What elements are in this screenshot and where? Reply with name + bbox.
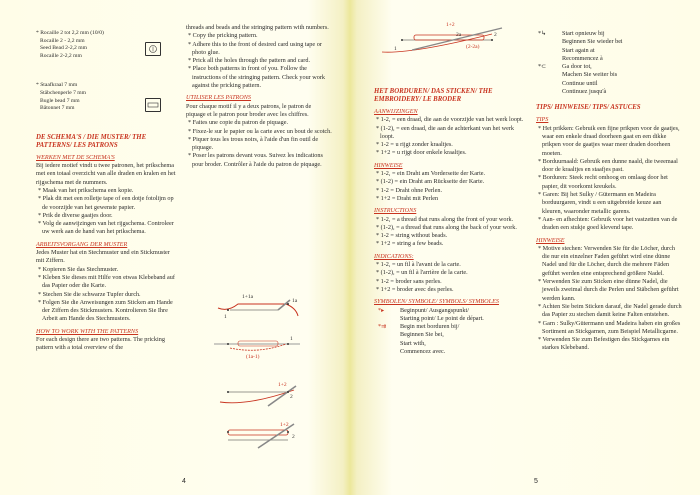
nl-tip: * Borduurnaald: Gebruik een dunne naald, die tweemaal door de kraaltjes en staafjes past.	[538, 157, 678, 174]
de-hint: * 1-2, = ein Draht am Vorderseite der Karte.	[376, 170, 486, 178]
en-step: * Copy the pricking pattern.	[188, 32, 258, 40]
symbol-begin	[374, 323, 524, 356]
fr-step: * Piquer tous les trous noirs, à l'aide d'un fin outil de piquage.	[188, 135, 319, 152]
diagram-label: 1+2	[446, 22, 455, 28]
de-tips-subheading: HINWEISE	[536, 236, 565, 244]
symbol-start	[374, 307, 524, 324]
symbol-text: Beginpunt/ Ausgangspunkt/	[400, 306, 469, 314]
page-number-left: 4	[182, 478, 186, 485]
fr-hint: * (1-2), = un fil à l'arrière de la carte.	[376, 269, 468, 277]
diagram-label: 1	[394, 46, 397, 52]
left-page-column-2	[186, 24, 332, 169]
patterns-heading: DE SCHEMA'S / DIE MUSTER/ THE PATTERNS/ LES PATRONS	[36, 133, 147, 149]
symbol-text: Begin met borduren bij/	[400, 323, 460, 331]
en-hint: * 1-2 = string without beads.	[376, 232, 448, 240]
bead-item: Stäbchenperle 7 mm	[40, 89, 86, 96]
diagram-label: 2	[292, 434, 295, 440]
fr-intro: Pour chaque motif il y a deux patrons, le patron de piquage et le patron pour broder avec les chiffres.	[186, 102, 312, 118]
de-subheading: HINWEISE	[374, 161, 403, 169]
left-page-column-1	[36, 30, 178, 353]
de-step: * Kopieren Sie das Stechmuster.	[38, 265, 119, 273]
nl-hint: * 1+2 = u rijgt door enkele kraaltjes.	[376, 149, 467, 157]
nl-hint: * 1-2 = u rijgt zonder kraaltjes.	[376, 141, 453, 149]
de-intro: Jedes Muster hat ein Stechmuster und ein Stickmuster mit Ziffern.	[36, 249, 170, 265]
symbol-text: Ga door tot,	[562, 63, 592, 71]
tips-heading: TIPS/ HINWEISE/ TIPS/ ASTUCES	[536, 104, 641, 112]
diagram-label: 1	[290, 336, 293, 342]
fr-subheading: INDICATIONS:	[374, 252, 414, 260]
de-tip: * Achten Sie beim Sticken darauf, die Nadel gerade durch das Papier zu stechen damit keine Falten entstehen.	[538, 302, 682, 319]
fr-hint: * 1-2, = un fil à l'avant de la carte.	[376, 261, 461, 269]
symbol-restart	[536, 30, 682, 63]
bead-item: * Rocaille 2 tot 2,2 mm (10/0)	[36, 30, 104, 36]
symbol-text: Recommencez à	[562, 54, 603, 62]
de-hint: * 1+2 = Draht mit Perlen	[376, 194, 439, 202]
en-hint: * (1-2), = a thread that runs along the back of your work.	[376, 223, 517, 231]
symbol-text: Start opnieuw bij	[562, 30, 605, 37]
stitch-diagram-4	[208, 420, 308, 450]
de-subheading: ARBEITSVORGANG DER MUSTER	[36, 240, 128, 248]
de-step: * Stechen Sie die schwarze Tupfer durch.	[38, 290, 141, 298]
diagram-label: (1a-1)	[246, 354, 260, 360]
de-step: * Folgen Sie die Anweisungen zum Sticken am Hande der Ziffern des Stickmusters. Kontrolieren Sie Ihre Arbeit am Hande des Stechmusters.	[38, 298, 173, 323]
fr-hint: * 1-2 = broder sans perles.	[376, 277, 442, 285]
stitch-diagram-3	[208, 380, 308, 410]
page-number-right: 5	[534, 478, 538, 485]
fr-step: * Faites une copie du patron de piquage.	[188, 119, 289, 127]
round-bead-icon	[146, 43, 160, 55]
bead-item: Rocaille 2 - 2,2 mm	[40, 37, 85, 44]
bead-item: Bugle bead 7 mm	[40, 97, 80, 104]
diagram-label: 1+1a	[242, 294, 254, 300]
symbol-text: Machen Sie weiter bis	[562, 71, 618, 79]
en-subheading: HOW TO WORK WITH THE PATTERNS	[36, 327, 139, 335]
nl-hint: * (1-2), = een draad, die aan de achterkant van het werk loopt.	[376, 124, 515, 140]
symbol-text: Commencez avec.	[400, 348, 446, 356]
bugle-bead-illustration	[145, 98, 161, 112]
en-step: * Place both patterns in front of you. Follow the instructions of the stringing pattern. Check your work against the pricking pattern.	[188, 65, 326, 90]
right-page-column-2	[536, 30, 682, 353]
right-page-column-1	[374, 88, 524, 356]
nl-step: * Prik de diverse gaatjes door.	[38, 211, 113, 219]
nl-subheading: AANWIJZINGEN	[374, 108, 418, 115]
nl-tip: * Aan- en afhechten: Gebruik voor het vastzetten van de draden een stukje goed klevend tape.	[538, 215, 678, 232]
diagram-label: 2	[494, 32, 497, 38]
diagram-label: (2-2a)	[466, 44, 480, 50]
symbol-text: Beginnen Sie wieder bei	[562, 38, 623, 46]
nl-tip: * Garen: Bij het Sulky / Gütermann en Madeira borduurgaren, vindt u een uitgebreide keuze aan kleuren, waaronder metallic garens.	[538, 191, 662, 215]
nl-hint: * 1-2, = een draad, die aan de voorzijde van het werk loopt.	[376, 116, 524, 124]
start-point-icon: *▸	[378, 306, 385, 314]
symbol-text: Beginnen Sie bei,	[400, 331, 444, 339]
diagram-label: 2a	[456, 32, 462, 38]
embroidery-diagram	[372, 18, 512, 54]
en-hint: * 1-2, = a thread that runs along the front of your work.	[376, 215, 514, 223]
symbol-text: Start with,	[400, 339, 426, 347]
diagram-label: 1+2	[280, 422, 289, 428]
nl-subheading: WERKEN MET DE SCHEMA'S	[36, 153, 115, 161]
embroidery-heading: HET BORDUREN/ DAS STICKEN/ THE EMBROIDERY/ LE BRODER	[374, 88, 493, 103]
nl-tip: * Het prikken: Gebruik een fijne prikpen voor de gaatjes, waar een enkele draad doorheen gaat en een dikke prikpen voor de gaatjes waar meer draden doorheen moeten.	[538, 124, 680, 157]
symbol-text: Continue until	[562, 79, 598, 87]
de-hint: * (1-2) = ein Draht am Rückseite der Karte.	[376, 178, 485, 186]
de-step: * Kleben Sie dieses mit Hilfe von etwas Klebeband auf das Papier oder die Karte.	[38, 273, 175, 290]
diagram-label: 2	[290, 394, 293, 400]
fr-step: * Poser les patrons devant vous. Suivez les indications pour broder. Contrôler à l'aide du patron de piquage.	[188, 152, 323, 168]
stitch-diagram-1	[208, 290, 308, 320]
de-tip: * Verwenden Sie zum Sticken eine dünne Nadel, die jeweils zweimal durch die Perlen und Stäbchen geführt werden kann.	[538, 278, 679, 302]
bugle-bead-icon	[146, 99, 160, 111]
diagram-label: 1	[224, 314, 227, 320]
en-intro: For each design there are two patterns. The pricking pattern with a total overview of the	[36, 335, 165, 352]
symbol-text: Continuez jusqu'à	[562, 88, 607, 96]
begin-with-icon: *⇉	[378, 323, 387, 331]
restart-icon: *↳	[538, 30, 547, 37]
continue-icon: *⊂	[538, 63, 547, 71]
en-hint: * 1+2 = string a few beads.	[376, 240, 444, 248]
bead-item: Seed Bead 2-2,2 mm	[40, 45, 87, 52]
fr-hint: * 1+2 = broder avec des perles.	[376, 285, 454, 293]
en-step: * Adhere this to the front of desired card using tape or photo glue.	[188, 40, 322, 56]
nl-step: * Volg de aanwijzingen van het rijgschema. Controleer uw werk aan de hand van het prikschema.	[38, 220, 174, 236]
de-hint: * 1-2 = Draht ohne Perlen.	[376, 186, 443, 194]
round-bead-illustration	[145, 42, 161, 56]
fr-subheading: UTILISER LES PATRONS	[186, 94, 251, 102]
symbol-text: Starting point/ Le point de départ.	[400, 314, 484, 322]
nl-step: * Maak van het prikschema een kopie.	[38, 186, 134, 194]
bead-item: Bâtonnet 7 mm	[40, 105, 75, 112]
de-tip: * Verwenden Sie zum Befestigen des Stickgarnes ein starkes Klebeband.	[538, 336, 670, 352]
bead-item: * Staafkraal 7 mm	[36, 82, 78, 89]
diagram-label: 1+2	[278, 382, 287, 388]
de-tip: * Garn : Sulky/Gütermann und Madeira haben ein großes Sortiment an Stickgarnen, zum Beispiel Metallicgarne.	[538, 319, 681, 335]
en-intro-cont: threads and beads and the stringing pattern with numbers.	[186, 24, 329, 31]
nl-tips-subheading: TIPS	[536, 116, 549, 124]
nl-intro: Bij iedere motief vindt u twee patronen, het prikschema met een totaal overzicht van alle draden en kralen en het rijgschema met de nummers.	[36, 162, 176, 186]
symbol-continue	[536, 63, 682, 96]
diagram-label: 1a	[292, 298, 298, 304]
nl-step: * Plak dit met een rolletje tape of een dotje fotolijm op de voorzijde van het gewenste papier.	[38, 195, 174, 211]
fr-step: * Fixez-le sur le papier ou la carte avec un bout de scotch.	[188, 127, 332, 135]
de-tip: * Motive stechen: Verwenden Sie für die Löcher, durch die nur ein einzelner Faden geführt wird eine dünne Nadel und für die Löcher, durch die mehrere Fäden geführt werden eine entsprechend größere Nadel.	[538, 244, 675, 277]
en-step: * Prick all the holes through the pattern and card.	[188, 57, 310, 65]
symbol-text: Start again at	[562, 46, 595, 54]
en-subheading: INSTRUCTIONS	[374, 207, 417, 215]
stitch-diagram-2	[208, 330, 308, 360]
symbols-subheading: SYMBOLEN/ SYMBOLE/ SYMBOLS/ SYMBOLES	[374, 298, 499, 306]
nl-tip: * Borduren: Steek recht omhoog en omlaag door het papier, dit voorkomt kreukels.	[538, 174, 668, 190]
bead-item: Rocaille 2-2,2 mm	[40, 52, 82, 59]
